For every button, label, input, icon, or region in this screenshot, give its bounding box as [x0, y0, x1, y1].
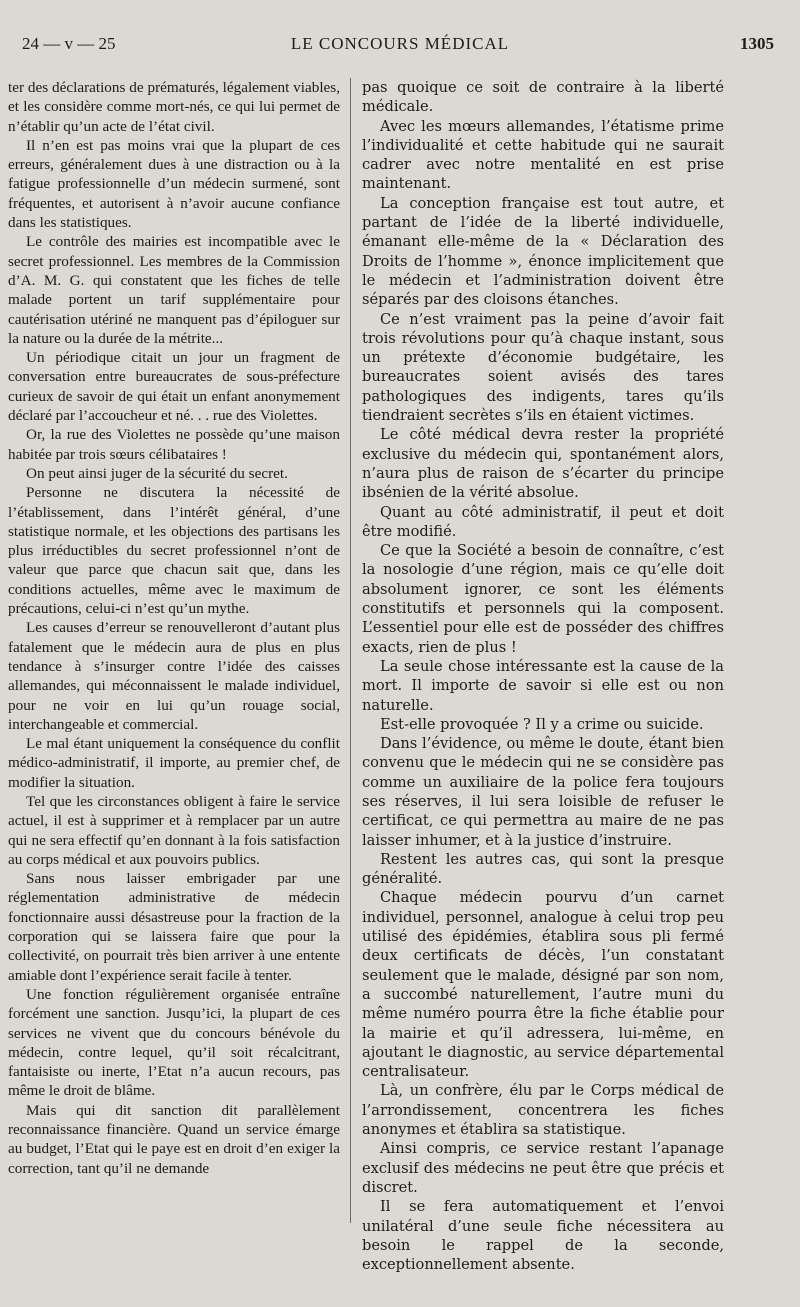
paragraph: Tel que les circonstances obligent à faire le service actuel, il est à supprimer et à remplacer par un autre qui ne sera effectif qu’en donnant à la fois satisfaction au corps médical et aux pouvoirs publics. — [8, 792, 340, 868]
paragraph: Un périodique citait un jour un fragment de conversation entre bureaucrates de sous-préfecture curieux de savoir de qui était un enfant anonymement déclaré par l’accoucheur et né. . . rue des Violettes. — [8, 349, 340, 425]
paragraph: pas quoique ce soit de contraire à la liberté médicale. — [362, 79, 724, 116]
paragraph: Sans nous laisser embrigader par une réglementation administrative de médecin fonctionnaire aussi désastreuse pour la fraction de la corporation qui se laissera faire que pour la collectivité, on pourrait très bien arriver à une entente amiable dont l’expérience serait facile à tenter. — [8, 870, 340, 984]
paragraph: Ce n’est vraiment pas la peine d’avoir fait trois révolutions pour qu’à chaque instant, sous un prétexte d’économie budgétaire, les bureaucrates soient avisés des tares pathologiques des indigents, tares qu’ils tiendraient secrètes s’ils en étaient victimes. — [362, 310, 724, 425]
paragraph: Or, la rue des Violettes ne possède qu’une maison habitée par trois sœurs célibataires ! — [8, 426, 340, 463]
left-column — [8, 78, 340, 1178]
paragraph: Il n’en est pas moins vrai que la plupart de ces erreurs, généralement dues à une distraction ou à la fatigue professionnelle d’un médecin surmené, sont fréquentes, et autorisent à n’avoir aucune confiance dans les statistiques. — [8, 136, 340, 232]
paragraph: On peut ainsi juger de la sécurité du secret. — [26, 464, 288, 482]
paragraph: Le contrôle des mairies est incompatible avec le secret professionnel. Les membres de la Commission d’A. M. G. qui constatent que les fiches de telle malade portent un tarif supplémentaire pour cautérisation utériné ne manquent pas d’épiloguer sur la nature ou la durée de la métrite... — [8, 233, 340, 347]
paragraph: Dans l’évidence, ou même le doute, étant bien convenu que le médecin qui ne se considère pas comme un auxiliaire de la police fera toujours ses réserves, il lui sera loisible de refuser le certificat, ce qui permettra au maire de ne pas laisser inhumer, et à la justice d’instruire. — [362, 735, 724, 849]
journal-title: LE CONCOURS MÉDICAL — [290, 34, 510, 53]
paragraph: Ce que la Société a besoin de connaître, c’est la nosologie d’une région, mais ce qu’elle doit absolument ignorer, ce sont les éléments constitutifs et personnels qui la composent. L’essentiel pour elle est de posséder des chiffres exacts, rien de plus ! — [362, 542, 724, 656]
paragraph: Chaque médecin pourvu d’un carnet individuel, personnel, analogue à celui trop peu utilisé des épidémies, établira sous pli fermé deux certificats de décès, l’un constatant seulement que le malade, désigné par son nom, a succombé naturellement, l’autre muni du même numéro pourra être la fiche établie pour la mairie et qu’il adressera, lui-même, en ajoutant le diagnostic, au service départemental centralisateur. — [362, 889, 724, 1081]
paragraph: Quant au côté administratif, il peut et doit être modifié. — [362, 503, 724, 540]
column-divider — [350, 78, 351, 1223]
paragraph: Est-elle provoquée ? Il y a crime ou suicide. — [380, 715, 704, 733]
paragraph: Le côté médical devra rester la propriété exclusive du médecin qui, spontanément alors, n’aura plus de raison de s’écarter du principe ibsénien de la vérité absolue. — [362, 426, 724, 502]
paragraph: Personne ne discutera la nécessité de l’établissement, dans l’intérêt général, d’une statistique normale, et les objections des partisans les plus irréductibles du secret professionnel n’ont de valeur que parce que chacun sait que, dans les conditions actuelles, même avec le maximum de précautions, celui-ci n’est qu’un mythe. — [8, 484, 340, 618]
paragraph: Ainsi compris, ce service restant l’apanage exclusif des médecins ne peut être que précis et discret. — [362, 1140, 724, 1196]
paragraph: Mais qui dit sanction dit parallèlement reconnaissance financière. Quand un service émarge au budget, l’Etat qui le paye est en droit d’en exiger la correction, tant qu’il ne demande — [8, 1101, 340, 1177]
page-number: 1305 — [740, 34, 774, 53]
paragraph: ter des déclarations de prématurés, légalement viables, et les considère comme mort-nés, ce qui lui permet de n’établir qu’un acte de l’état civil. — [8, 79, 340, 135]
paragraph: Il se fera automatiquement et l’envoi unilatéral d’une seule fiche nécessitera au besoin le rappel de la seconde, exceptionnellement absente. — [362, 1198, 724, 1274]
right-column — [362, 78, 724, 1274]
paragraph: Avec les mœurs allemandes, l’étatisme prime l’individualité et cette habitude qui ne saurait cadrer avec notre mentalité en est prise maintenant. — [362, 117, 724, 193]
paragraph: Une fonction régulièrement organisée entraîne forcément une sanction. Jusqu’ici, la plupart de ces services ne vivent que du concours bénévole du médecin, contre lequel, qu’il soit récalcitrant, fantaisiste ou inerte, l’Etat n’a aucun recours, pas même le droit de blâme. — [8, 985, 340, 1100]
paragraph: Le mal étant uniquement la conséquence du conflit médico-administratif, il importe, au premier chef, de modifier la situation. — [8, 735, 340, 791]
issue-reference: 24 — v — 25 — [22, 34, 116, 53]
paragraph: La seule chose intéressante est la cause de la mort. Il importe de savoir si elle est ou non naturelle. — [362, 657, 724, 714]
paragraph: La conception française est tout autre, et partant de l’idée de la liberté individuelle, émanant elle-même de la « Déclaration des Droits de l’homme », énonce implicitement que le médecin et l’administration doivent être séparés par des cloisons étanches. — [362, 194, 724, 309]
paragraph: Là, un confrère, élu par le Corps médical de l’arrondissement, concentrera les fiches anonymes et établira sa statistique. — [362, 1082, 724, 1139]
running-header — [22, 34, 778, 58]
paragraph: Restent les autres cas, qui sont la presque généralité. — [362, 850, 724, 888]
paragraph: Les causes d’erreur se renouvelleront d’autant plus fatalement que le médecin aura de plus en plus tendance à s’insurger contre l’idée des caisses allemandes, qui méconnaissent le malade individuel, pour ne voir en lui qu’un rouage social, interchangeable et commercial. — [8, 619, 340, 733]
